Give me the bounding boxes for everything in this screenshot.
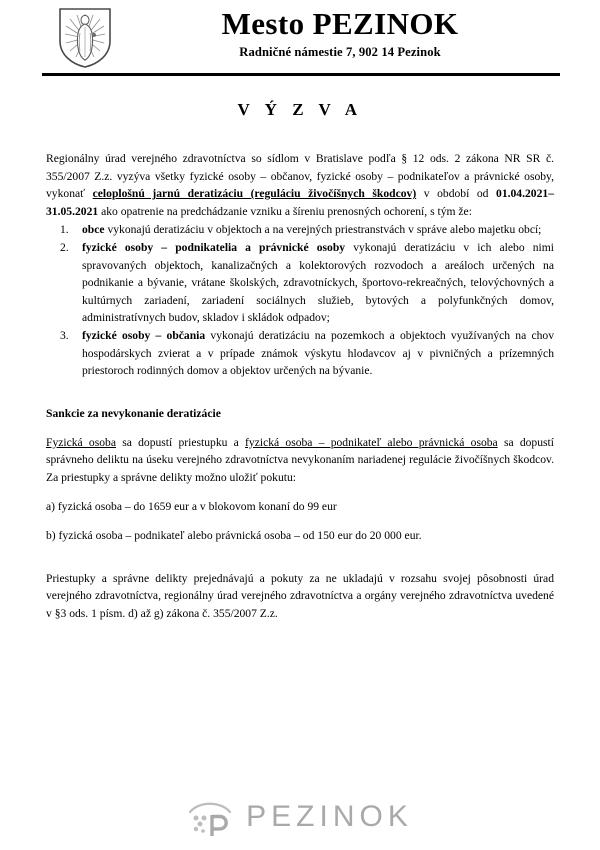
- list-item: [46, 327, 554, 380]
- sanctions-underline-1: Fyzická osoba: [46, 435, 116, 449]
- sanctions-mid-2: sa dopustí správneho deliktu na úseku verejného zdravotníctva nevykonaním nariadenej regulácie živočíšnych škodcov. Za priestupky a správne delikty možno uložiť pokutu:: [46, 435, 554, 484]
- list-item-number: 2.: [60, 241, 69, 255]
- spacer: [46, 380, 554, 393]
- pezinok-p-grapes-icon: [187, 798, 233, 838]
- intro-part1: Regionálny úrad verejného zdravotníctva so sídlom v Bratislave podľa § 12 ods. 2 zákona NR SR č. 355/2007 Z.z. vyzýva všetky fyzické osoby – občanov, fyzické osoby – podnikateľov a právnické osoby, vykonať: [46, 152, 554, 201]
- sanctions-heading: Sankcie za nevykonanie deratizácie: [46, 406, 221, 420]
- intro-highlight: celoplošnú jarnú deratizáciu (reguláciu živočíšnych škodcov): [92, 187, 417, 201]
- list-item-number: 1.: [60, 223, 69, 237]
- spacer: [46, 557, 554, 570]
- list-item-number: 3.: [60, 329, 69, 343]
- fine-option-a: a) fyzická osoba – do 1659 eur a v blokovom konaní do 99 eur: [46, 500, 337, 514]
- header-divider: [42, 73, 560, 76]
- list-item-bold: fyzické osoby – občania: [82, 329, 206, 343]
- header-title-block: [120, 8, 560, 60]
- list-item-bold: obce: [82, 223, 105, 237]
- closing-paragraph: Priestupky a správne delikty prejednávajú a pokuty za ne ukladajú v rozsahu svojej pôsobnosti úrad verejného zdravotníctva, regionálny úrad verejného zdravotníctva a orgány verejného zdravotníctva uvedené v §3 ods. 1 písm. d) až g) zákona č. 355/2007 Z.z.: [46, 571, 554, 620]
- sanctions-mid-1: sa dopustí priestupku a: [115, 435, 246, 449]
- fine-option-b: b) fyzická osoba – podnikateľ alebo právnická osoba – od 150 eur do 20 000 eur.: [46, 529, 422, 543]
- intro-part3: ako opatrenie na predchádzanie vzniku a šíreniu prenosných ochorení, s tým že:: [98, 204, 472, 218]
- page-title: V Ý Z V A: [237, 100, 363, 119]
- document-header: [0, 0, 600, 78]
- sanctions-paragraph: [46, 434, 554, 487]
- intro-date-range: 01.04.2021– 31.05.2021: [46, 187, 554, 218]
- document-body: [46, 150, 554, 622]
- list-item-text: vykonajú deratizáciu na pozemkoch a objektoch využívaných na chov hospodárskych zvierat a v prípade známok výskytu hlodavcov aj v pivničných a prízemných priestoroch rodinných domov a objektov určených na bývanie.: [82, 329, 554, 378]
- list-item: [46, 239, 554, 327]
- footer-logo-text: PEZINOK: [246, 800, 413, 833]
- city-address: Radničné námestie 7, 902 14 Pezinok: [239, 44, 441, 59]
- list-item-text: vykonajú deratizáciu v ich alebo nimi spravovaných objektoch, kanalizačných a kolektorových rozvodoch a areáloch určených na podnikanie a bývanie, vrátane školských, zdravotníckych, športovo-rekreačných, telovýchovných a kultúrnych zariadení, zariadení sociálnych služieb, bytových a polyfunkčných domov, administratívnych budov, skladov i skládok odpadov;: [82, 241, 554, 325]
- list-item: [46, 221, 554, 239]
- city-title: Mesto PEZINOK: [221, 6, 459, 41]
- list-item-bold: fyzické osoby – podnikatelia a právnické osoby: [82, 241, 346, 255]
- coat-of-arms-icon: [58, 7, 112, 69]
- intro-part2: v období od: [416, 187, 497, 201]
- list-item-text: vykonajú deratizáciu v objektoch a na verejných priestranstvách v správe alebo majetku obcí;: [104, 223, 542, 237]
- intro-paragraph: [46, 150, 554, 220]
- footer-logo: [0, 798, 600, 838]
- sanctions-underline-2: fyzická osoba – podnikateľ alebo právnická osoba: [245, 435, 498, 449]
- obligations-list: [46, 221, 554, 379]
